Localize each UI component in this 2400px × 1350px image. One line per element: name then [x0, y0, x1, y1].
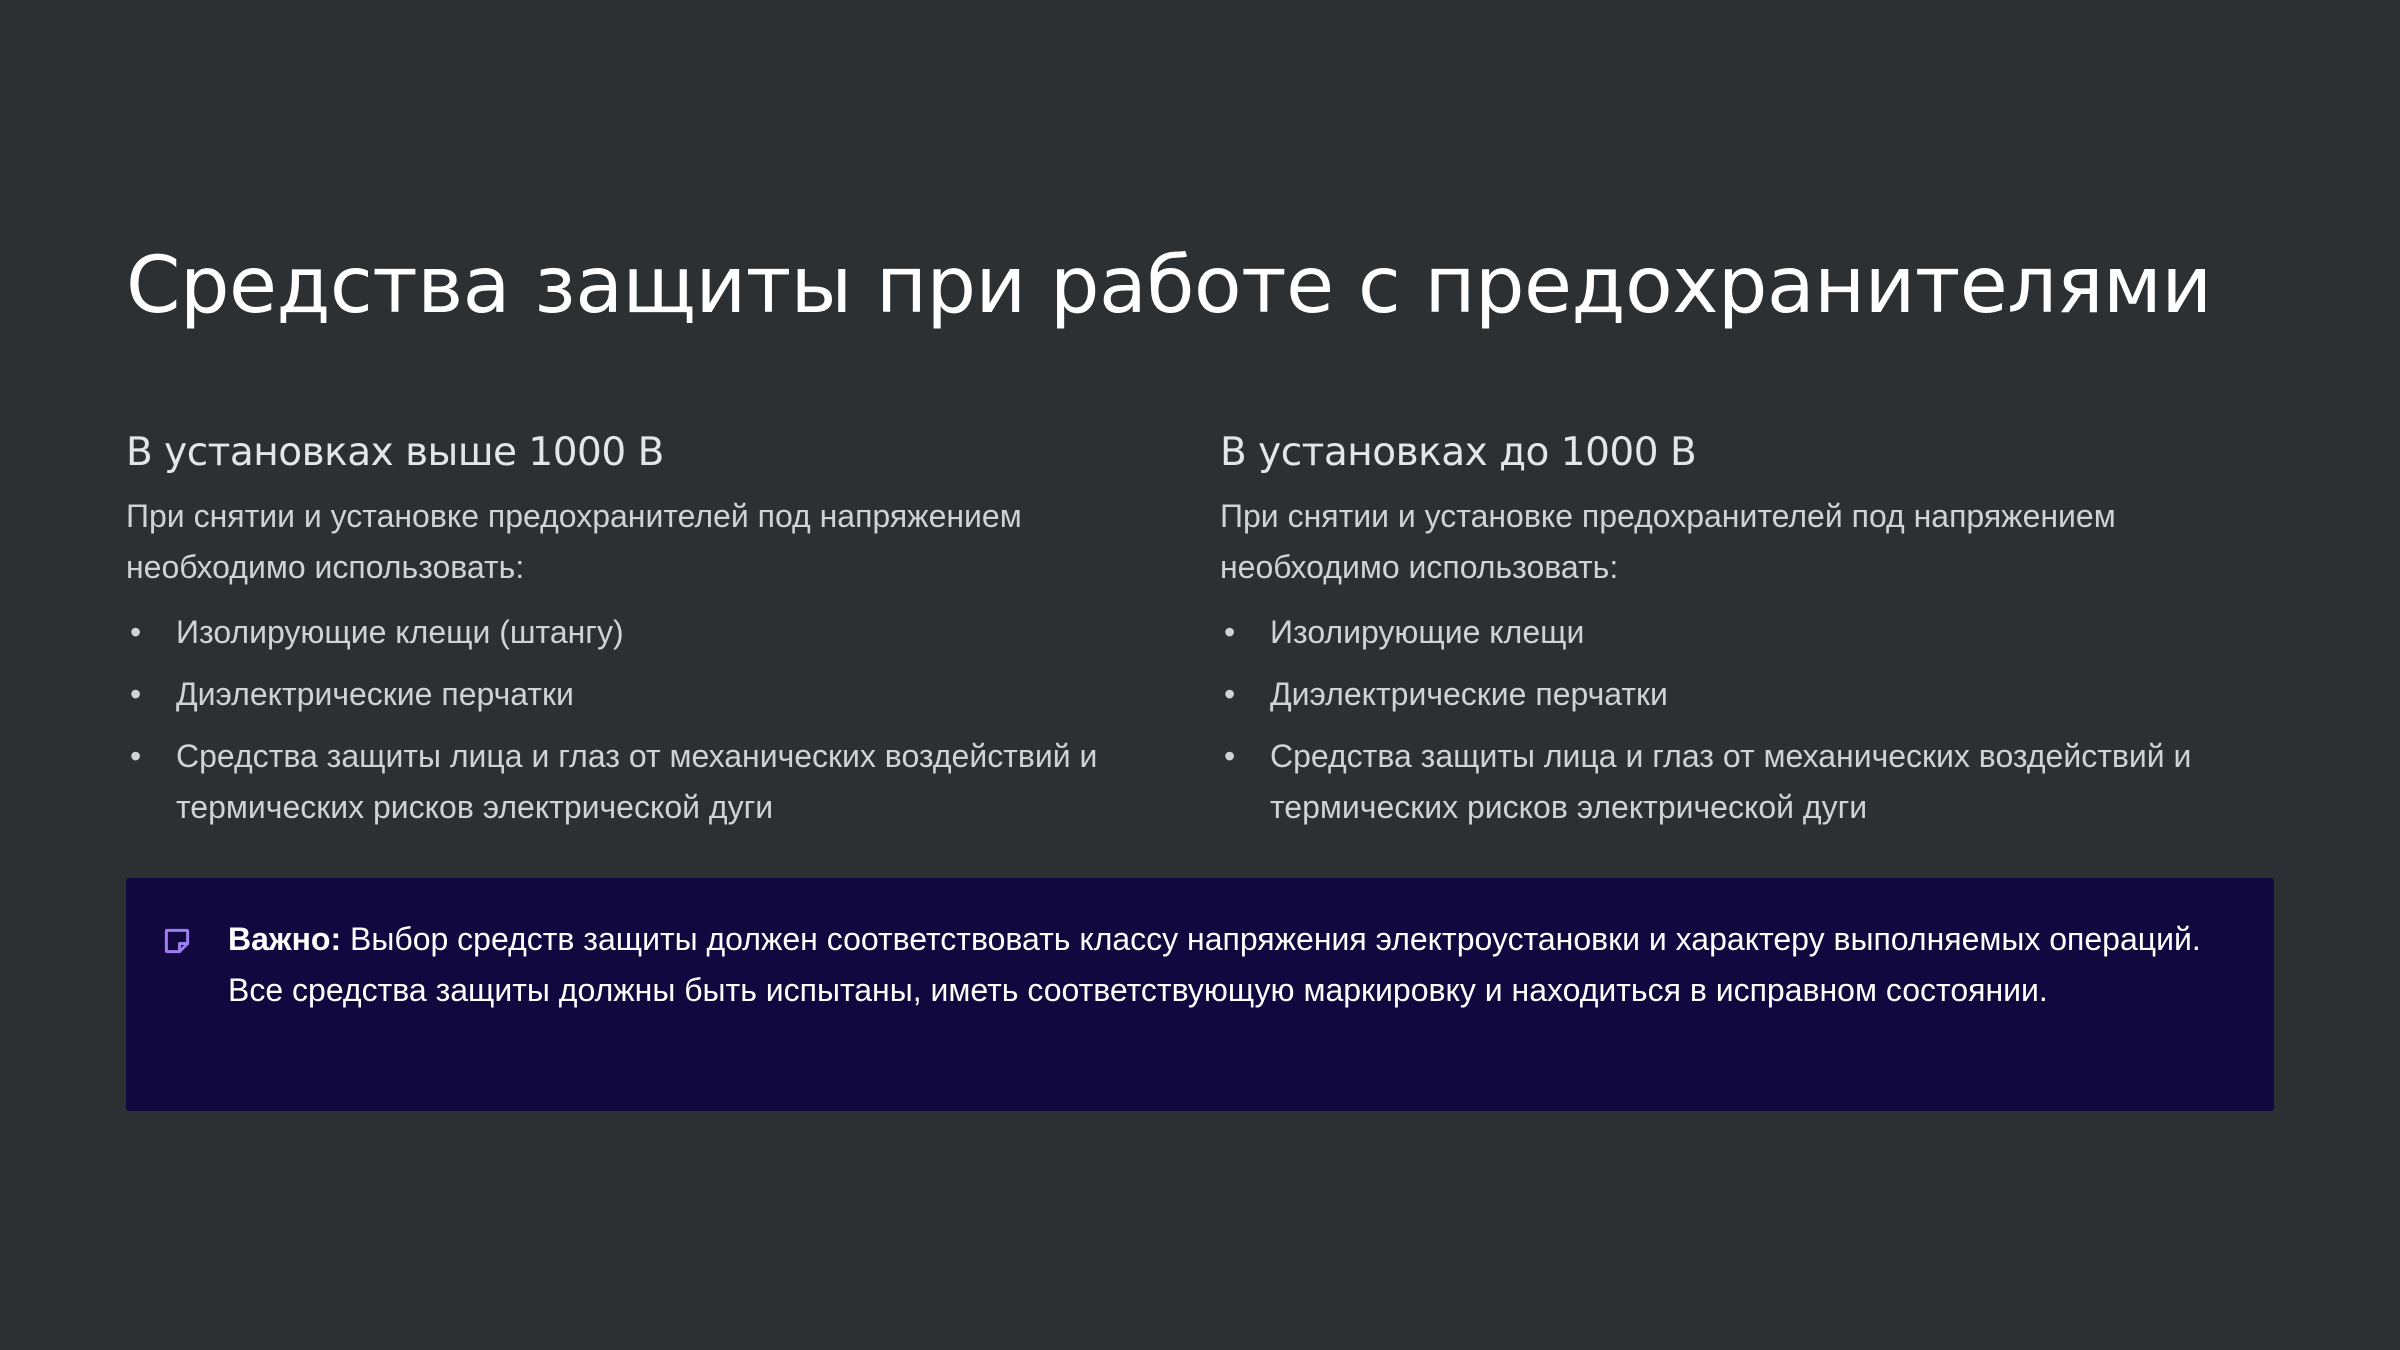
- column-heading: В установках выше 1000 В: [126, 430, 664, 475]
- column-heading: В установках до 1000 В: [1220, 430, 1697, 475]
- column-intro: При снятии и установке предохранителей под напряжением необходимо использовать:: [126, 498, 1022, 585]
- list-item: [1220, 607, 2280, 658]
- bullet-icon: •: [1224, 614, 1236, 650]
- list-item-text: Средства защиты лица и глаз от механических воздействий и термических рисков электрической дуги: [176, 738, 1098, 825]
- bullet-icon: •: [1224, 738, 1236, 774]
- list-item: [126, 607, 1156, 658]
- column-intro: При снятии и установке предохранителей под напряжением необходимо использовать:: [1220, 498, 2116, 585]
- bullet-icon: •: [1224, 676, 1236, 712]
- sticky-note-icon: [162, 926, 192, 956]
- list-item-text: Изолирующие клещи: [1270, 614, 1585, 650]
- slide-title: Средства защиты при работе с предохранителями: [126, 241, 2212, 331]
- bullet-icon: •: [130, 738, 142, 774]
- protection-list: [1220, 607, 2280, 833]
- list-item: [1220, 731, 2280, 833]
- list-item: [126, 731, 1156, 833]
- note-body: Выбор средств защиты должен соответствовать классу напряжения электроустановки и характеру выполняемых операций. Все средства защиты должны быть испытаны, иметь соответствующую маркировку и находиться в исправном состоянии.: [228, 921, 2201, 1008]
- list-item: [1220, 669, 2280, 720]
- note-text: [228, 914, 2238, 1016]
- bullet-icon: •: [130, 614, 142, 650]
- protection-list: [126, 607, 1156, 833]
- list-item-text: Диэлектрические перчатки: [176, 676, 574, 712]
- column-up-to-1000v: [1220, 425, 2280, 844]
- list-item-text: Диэлектрические перчатки: [1270, 676, 1668, 712]
- important-note-callout: [126, 878, 2274, 1111]
- column-above-1000v: [126, 425, 1156, 844]
- list-item-text: Средства защиты лица и глаз от механических воздействий и термических рисков электрической дуги: [1270, 738, 2192, 825]
- list-item-text: Изолирующие клещи (штангу): [176, 614, 624, 650]
- list-item: [126, 669, 1156, 720]
- bullet-icon: •: [130, 676, 142, 712]
- note-label: Важно:: [228, 921, 342, 957]
